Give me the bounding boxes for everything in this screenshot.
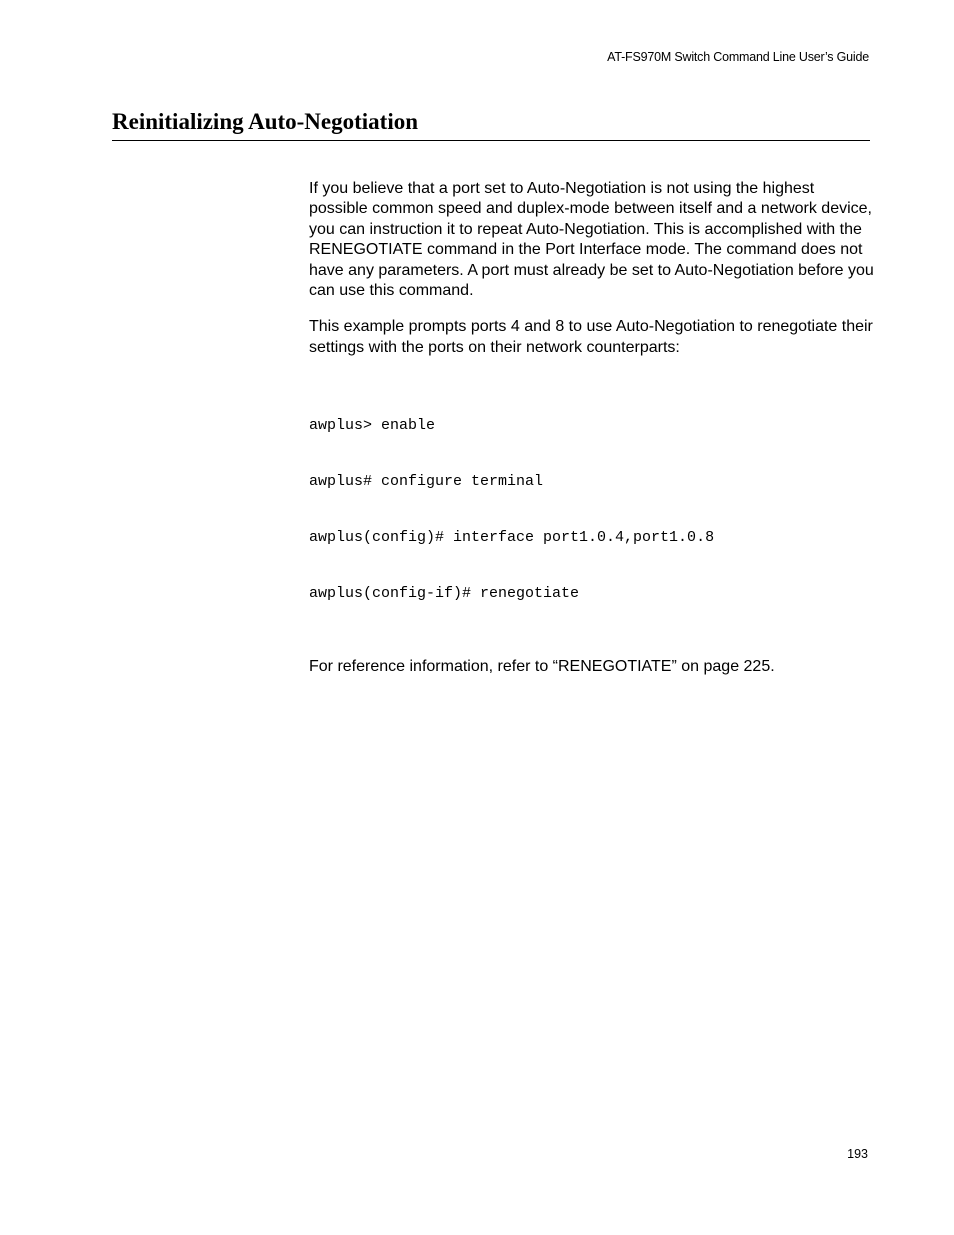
paragraph-example: This example prompts ports 4 and 8 to use Auto-Negotiation to renegotiate their settings with the ports on their network counterparts:: [309, 318, 873, 356]
code-block: [309, 374, 874, 640]
page-number: 193: [847, 1147, 868, 1161]
title-rule: [112, 140, 870, 141]
body-content: [309, 179, 874, 693]
paragraph-intro: If you believe that a port set to Auto-Negotiation is not using the highest possible common speed and duplex-mode between itself and a network device, you can instruction it to repeat Auto-Negotiation. This is accomplished with the RENEGOTIATE command in the Port Interface mode. The command does not have any parameters. A port must already be set to Auto-Negotiation before you can use this command.: [309, 180, 874, 300]
code-line: awplus(config)# interface port1.0.4,port1.0.8: [309, 529, 715, 546]
section-title: Reinitializing Auto-Negotiation: [112, 109, 419, 134]
code-line: awplus(config-if)# renegotiate: [309, 584, 580, 602]
paragraph-reference: For reference information, refer to “RENEGOTIATE” on page 225.: [309, 657, 775, 675]
running-header: AT-FS970M Switch Command Line User’s Guide: [607, 50, 869, 64]
code-line: awplus> enable: [309, 417, 436, 435]
code-line: awplus# configure terminal: [309, 473, 544, 491]
